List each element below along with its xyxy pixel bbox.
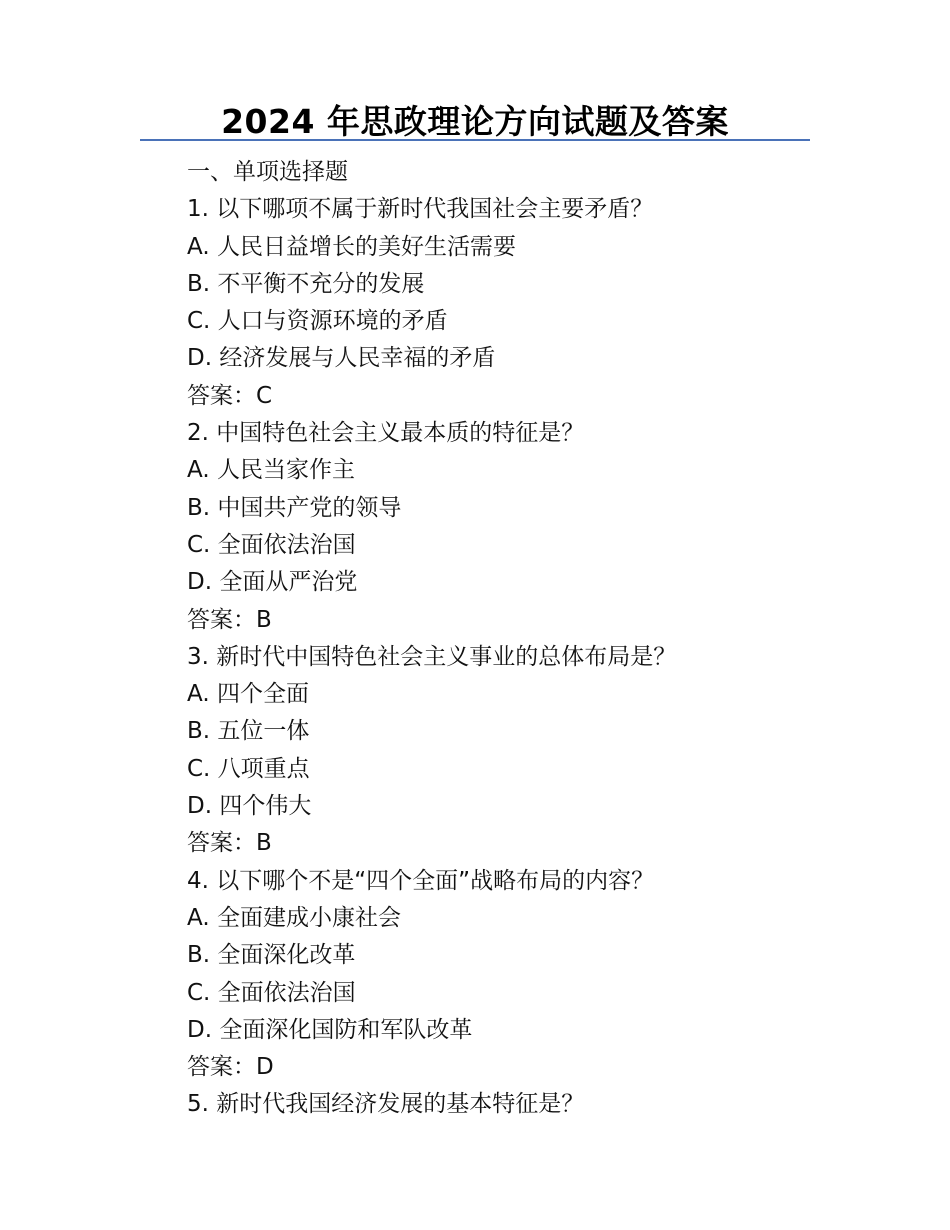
option-b: B. 中国共产党的领导 — [187, 494, 402, 521]
option-b: B. 不平衡不充分的发展 — [187, 270, 425, 297]
answer-line: 答案：D — [187, 1054, 274, 1081]
question-block — [187, 415, 827, 639]
question-stem: 4. 以下哪个不是“四个全面”战略布局的内容？ — [187, 867, 655, 894]
option-c: C. 八项重点 — [187, 755, 310, 782]
option-c: C. 全面依法治国 — [187, 531, 356, 558]
option-b: B. 五位一体 — [187, 718, 310, 745]
question-stem: 2. 中国特色社会主义最本质的特征是？ — [187, 420, 585, 447]
section-heading: 一、单项选择题 — [187, 159, 348, 185]
question-stem: 3. 新时代中国特色社会主义事业的总体布局是？ — [187, 643, 677, 670]
option-a: A. 人民日益增长的美好生活需要 — [187, 233, 516, 260]
document-title: 2024 年思政理论方向试题及答案 — [221, 102, 729, 141]
option-a: A. 四个全面 — [187, 681, 309, 708]
question-block — [187, 191, 827, 415]
question-stem: 5. 新时代我国经济发展的基本特征是？ — [187, 1091, 585, 1118]
document-body — [187, 154, 827, 1124]
question-block — [187, 1086, 827, 1123]
option-d: D. 经济发展与人民幸福的矛盾 — [187, 345, 496, 372]
title-underline — [140, 139, 810, 141]
question-block — [187, 639, 827, 863]
option-d: D. 全面深化国防和军队改革 — [187, 1016, 473, 1043]
answer-line: 答案：B — [187, 606, 272, 633]
question-block — [187, 863, 827, 1087]
answer-line: 答案：B — [187, 830, 272, 857]
option-d: D. 全面从严治党 — [187, 569, 358, 596]
option-a: A. 全面建成小康社会 — [187, 904, 401, 931]
option-c: C. 人口与资源环境的矛盾 — [187, 308, 448, 335]
option-d: D. 四个伟大 — [187, 793, 312, 820]
question-stem: 1. 以下哪项不属于新时代我国社会主要矛盾？ — [187, 196, 654, 223]
answer-line: 答案：C — [187, 382, 273, 409]
option-b: B. 全面深化改革 — [187, 942, 356, 969]
option-c: C. 全面依法治国 — [187, 979, 356, 1006]
option-a: A. 人民当家作主 — [187, 457, 355, 484]
